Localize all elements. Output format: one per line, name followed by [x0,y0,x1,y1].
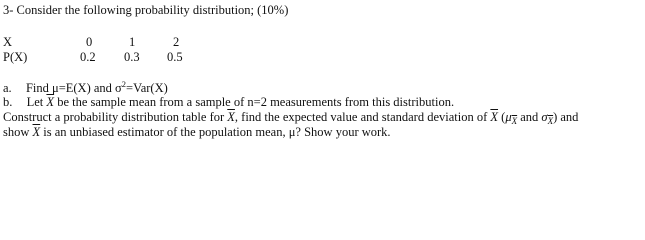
part-b-text-end: be the sample mean from a sample of n=2 measurements from this distribution. [54,95,455,109]
table-p-value: 0.3 [124,50,140,64]
part-b [3,96,454,109]
table-header-px: P(X) [3,50,28,64]
mu-subscript: X [511,116,518,126]
table-x-value: 1 [129,35,136,49]
x-bar-symbol: $\overline{X}$ [46,95,55,109]
table-p-value: 0.2 [80,50,96,64]
sigma-subscript: X [547,116,554,126]
construct-instruction [3,111,578,126]
construct-text: ( [498,110,506,124]
part-a-text-end: =Var(X) [126,81,168,95]
show-instruction [3,126,391,139]
construct-text: , find the expected value and standard deviation of [234,110,491,124]
table-x-value: 0 [86,35,93,49]
table-p-value: 0.5 [167,50,183,64]
part-a [3,80,168,95]
mu-symbol: μ [505,110,512,124]
show-text: show [3,125,33,139]
table-x-value: 2 [173,35,180,49]
part-a-text: Find μ=E(X) and σ [25,81,122,95]
construct-text: and [517,110,542,124]
part-a-marker: a. [3,81,12,95]
sigma-symbol: σ [541,110,548,124]
x-bar-symbol: $\overline{X}$ [490,110,499,124]
table-header-x: X [3,35,13,49]
construct-text: ) and [553,110,579,124]
construct-text: Construct a probability distribution table for [3,110,228,124]
x-bar-symbol: $\overline{X}$ [32,125,41,139]
part-a-superscript: 2 [121,79,127,89]
part-b-marker: b. [3,95,13,109]
part-b-text: Let [26,95,47,109]
x-bar-symbol: $\overline{X}$ [227,110,235,124]
question-title: 3- Consider the following probability distribution; (10%) [3,3,289,17]
show-text: is an unbiased estimator of the population mean, μ? Show your work. [40,125,391,139]
